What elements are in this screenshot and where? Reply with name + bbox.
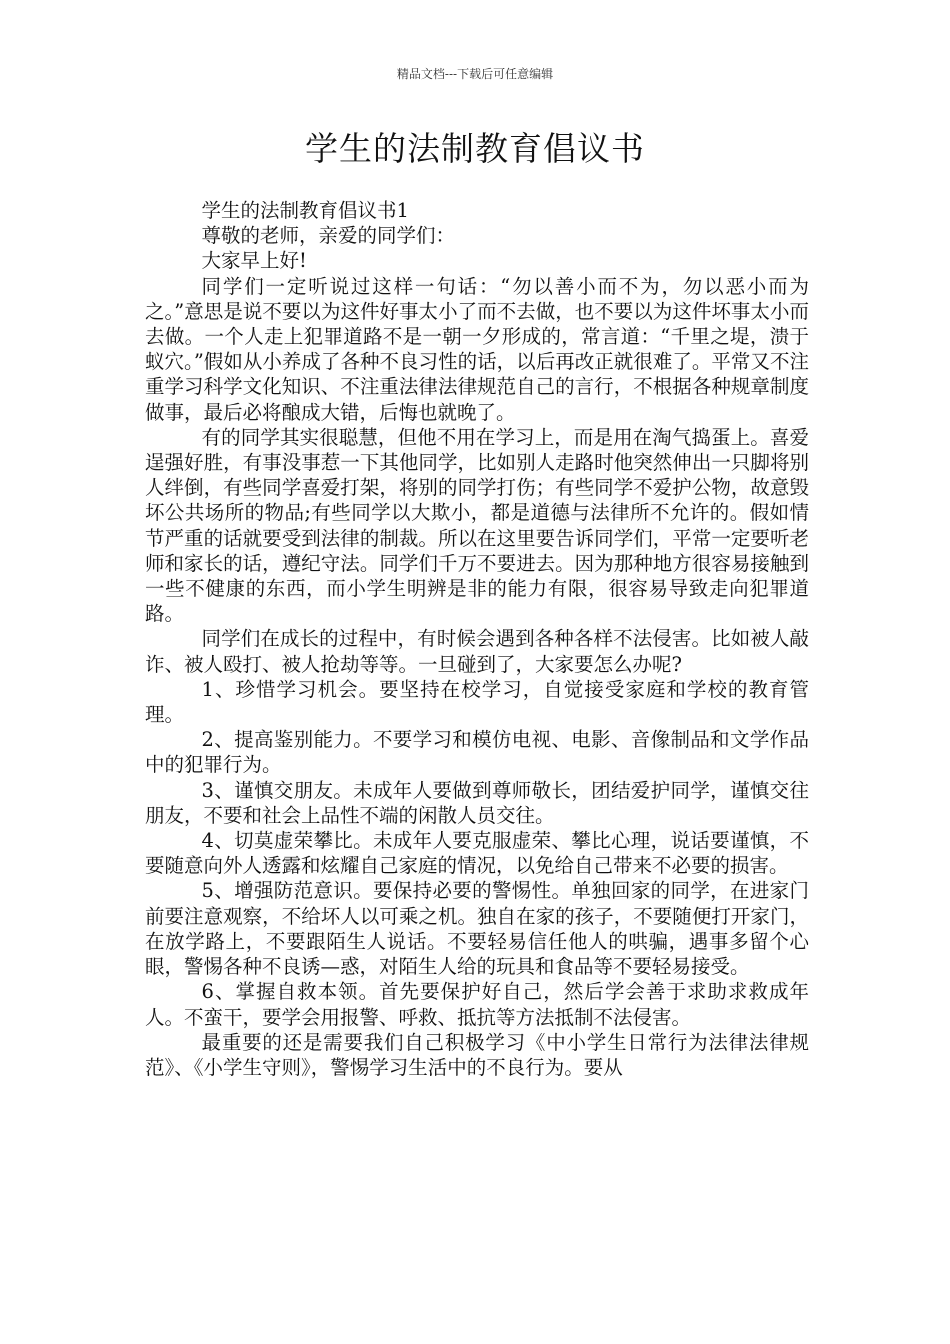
paragraph-greeting: 大家早上好! <box>201 249 307 273</box>
list-item: 5、增强防范意识。要保持必要的警惕性。单独回家的同学，在进家门前要注意观察，不给坏人以可乘之机。独自在家的孩子，不要随便打开家门，在放学路上，不要跟陌生人说话。不要轻易信任他人的哄骗，遇事多留个心眼，警惕各种不良诱—惑，对陌生人给的玩具和食品等不要轻易接受。 <box>145 879 809 979</box>
list-item: 2、提高鉴别能力。不要学习和模仿电视、电影、音像制品和文学作品中的犯罪行为。 <box>145 728 809 777</box>
list-item: 6、掌握自救本领。首先要保护好自己，然后学会善于求助求救成年人。不蛮干，要学会用报警、呼救、抵抗等方法抵制不法侵害。 <box>145 980 809 1029</box>
paragraph-subtitle: 学生的法制教育倡议书1 <box>201 199 409 222</box>
paragraph-salutation: 尊敬的老师，亲爱的同学们： <box>201 224 456 248</box>
list-item: 3、谨慎交朋友。未成年人要做到尊师敬长，团结爱护同学，谨慎交往朋友，不要和社会上品性不端的闲散人员交往。 <box>145 778 809 827</box>
page-header-note: 精品文档---下载后可任意编辑 <box>396 67 554 81</box>
document-title: 学生的法制教育倡议书 <box>305 129 645 168</box>
document-body <box>145 198 809 1080</box>
paragraph: 同学们在成长的过程中，有时候会遇到各种各样不法侵害。比如被人敲诈、被人殴打、被人抢劫等等。一旦碰到了，大家要怎么办呢? <box>145 627 809 676</box>
paragraph: 同学们一定听说过这样一句话：“勿以善小而不为，勿以恶小而为之。”意思是说不要以为这件好事太小了而不去做，也不要以为这件坏事太小而去做。一个人走上犯罪道路不是一朝一夕形成的，常言道：“千里之堤，溃于蚁穴。”假如从小养成了各种不良习性的话，以后再改正就很难了。平常又不注重学习科学文化知识、不注重法律法律规范自己的言行，不根据各种规章制度做事，最后必将酿成大错，后悔也就晚了。 <box>145 274 809 424</box>
list-item: 4、切莫虚荣攀比。未成年人要克服虚荣、攀比心理，说话要谨慎，不要随意向外人透露和炫耀自己家庭的情况，以免给自己带来不必要的损害。 <box>145 829 809 878</box>
list-item: 1、珍惜学习机会。要坚持在校学习，自觉接受家庭和学校的教育管理。 <box>145 677 809 727</box>
paragraph: 最重要的还是需要我们自己积极学习《中小学生日常行为法律法律规范》、《小学生守则》，警惕学习生活中的不良行为。要从 <box>145 1030 809 1079</box>
paragraph: 有的同学其实很聪慧，但他不用在学习上，而是用在淘气捣蛋上。喜爱逞强好胜，有事没事惹一下其他同学，比如别人走路时他突然伸出一只脚将别人绊倒，有些同学喜爱打架，将别的同学打伤；有些同学不爱护公物，故意毁坏公共场所的物品;有些同学以大欺小，都是道德与法律所不允许的。假如情节严重的话就要受到法律的制裁。所以在这里要告诉同学们，平常一定要听老师和家长的话，遵纪守法。同学们千万不要进去。因为那种地方很容易接触到一些不健康的东西，而小学生明辨是非的能力有限，很容易导致走向犯罪道路。 <box>145 425 809 626</box>
